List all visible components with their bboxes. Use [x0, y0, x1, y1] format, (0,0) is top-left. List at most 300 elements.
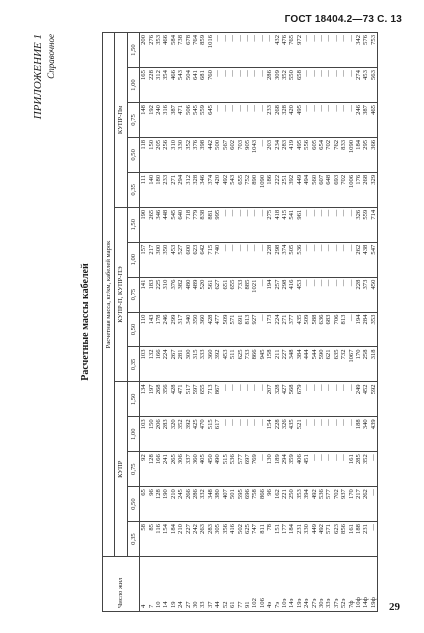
mass-cell: 281: [177, 347, 184, 382]
core-count-cell: 10э: [281, 557, 288, 612]
mass-cell: —: [259, 452, 266, 487]
brand-header: КУПР: [115, 382, 127, 557]
mass-cell: —: [229, 242, 236, 277]
mass-cell: 605: [311, 137, 318, 172]
mass-cell: —: [333, 33, 340, 68]
mass-cell: 258: [362, 347, 369, 382]
mass-cell: 262: [355, 242, 362, 277]
mass-cell: —: [251, 103, 258, 138]
mass-cell: 416: [288, 277, 295, 312]
mass-cell: 398: [199, 137, 206, 172]
mass-cell: 838: [199, 207, 206, 242]
core-count-cell: 91: [244, 557, 251, 612]
core-count-cell: 61: [229, 557, 236, 612]
mass-cell: —: [229, 382, 236, 417]
mass-cell: 189: [274, 452, 281, 487]
mass-cell: —: [222, 68, 229, 103]
mass-cell: 111: [140, 172, 148, 207]
mass-cell: 500: [214, 137, 221, 172]
core-count-cell: 19ф: [370, 557, 378, 612]
mass-cell: 890: [251, 172, 258, 207]
mass-cell: —: [311, 103, 318, 138]
mass-cell: 509: [303, 312, 310, 347]
table-row: [274, 33, 281, 612]
table-row: [207, 33, 214, 612]
mass-cell: 342: [355, 33, 362, 68]
mass-cell: 560: [311, 172, 318, 207]
mass-cell: —: [222, 103, 229, 138]
mass-cell: 623: [192, 242, 199, 277]
mass-cell: 961: [296, 207, 303, 242]
mass-cell: 141: [140, 277, 148, 312]
appendix-subtitle: Справочное: [46, 34, 56, 79]
mass-cell: —: [244, 382, 251, 417]
mass-cell: —: [333, 103, 340, 138]
mass-cell: 188: [355, 522, 362, 557]
mass-cell: 326: [281, 417, 288, 452]
size-header: 1,00: [127, 68, 139, 103]
mass-cell: 275: [266, 207, 273, 242]
mass-cell: 353: [296, 487, 303, 522]
core-count-cell: 19э: [296, 557, 303, 612]
mass-cell: 866: [251, 347, 258, 382]
mass-cell: 623: [333, 522, 340, 557]
table-row: [303, 33, 310, 612]
mass-cell: —: [348, 242, 355, 277]
mass-cell: 571: [229, 312, 236, 347]
mass-cell: 268: [155, 382, 162, 417]
mass-cell: 811: [259, 522, 266, 557]
mass-cell: 452: [362, 382, 369, 417]
size-header: 0,35: [127, 347, 139, 382]
mass-cell: —: [325, 33, 332, 68]
mass-cell: 428: [170, 382, 177, 417]
col-header-core-count: Число жил: [103, 557, 140, 612]
mass-cell: —: [259, 242, 266, 277]
mass-cell: 360: [199, 312, 206, 347]
mass-cell: 733: [244, 347, 251, 382]
mass-cell: —: [311, 417, 318, 452]
table-row: [281, 33, 288, 612]
mass-cell: 140: [148, 172, 155, 207]
size-header: 0,50: [127, 137, 139, 172]
mass-cell: 85: [148, 522, 155, 557]
size-header: 0,75: [127, 452, 139, 487]
mass-cell: 509: [222, 312, 229, 347]
mass-cell: 550: [288, 68, 295, 103]
mass-cell: 317: [177, 312, 184, 347]
mass-cell: —: [325, 68, 332, 103]
mass-cell: —: [303, 417, 310, 452]
table-row: [229, 33, 236, 612]
mass-cell: 635: [333, 347, 340, 382]
mass-cell: —: [318, 382, 325, 417]
mass-cell: 466: [162, 33, 169, 68]
core-count-cell: 4э: [266, 557, 273, 612]
core-count-cell: 106: [259, 557, 266, 612]
mass-cell: 224: [162, 347, 169, 382]
mass-cell: 256: [162, 137, 169, 172]
mass-cell: 905: [244, 137, 251, 172]
mass-cell: 285: [355, 452, 362, 487]
mass-cell: —: [348, 382, 355, 417]
mass-cell: 190: [140, 207, 148, 242]
mass-cell: 268: [274, 103, 281, 138]
mass-cell: 170: [355, 347, 362, 382]
mass-cell: 190: [162, 487, 169, 522]
mass-cell: 217: [355, 487, 362, 522]
mass-cell: —: [214, 33, 221, 68]
mass-cell: —: [237, 417, 244, 452]
mass-cell: 702: [340, 172, 347, 207]
mass-cell: —: [340, 417, 347, 452]
mass-cell: 116: [155, 522, 162, 557]
mass-cell: 448: [162, 207, 169, 242]
table-row: [170, 33, 177, 612]
core-count-cell: 14: [162, 557, 169, 612]
appendix-label: [32, 32, 58, 612]
mass-cell: 428: [207, 312, 214, 347]
mass-cell: —: [222, 33, 229, 68]
size-header: 0,35: [127, 522, 139, 557]
mass-cell: 442: [207, 137, 214, 172]
mass-cell: —: [333, 68, 340, 103]
table-row: [148, 33, 155, 612]
mass-cell: —: [229, 417, 236, 452]
mass-cell: —: [318, 452, 325, 487]
mass-cell: 527: [177, 242, 184, 277]
mass-cell: —: [333, 382, 340, 417]
mass-cell: —: [303, 277, 310, 312]
mass-cell: 453: [222, 347, 229, 382]
mass-cell: —: [348, 33, 355, 68]
mass-cell: —: [222, 382, 229, 417]
core-count-cell: 27э: [311, 557, 318, 612]
mass-cell: 283: [162, 417, 169, 452]
mass-cell: 480: [185, 277, 192, 312]
mass-cell: 300: [155, 242, 162, 277]
mass-cell: 495: [296, 103, 303, 138]
mass-cell: 1067: [348, 347, 355, 382]
mass-cell: 590: [318, 347, 325, 382]
mass-cell: 170: [348, 487, 355, 522]
mass-cell: —: [229, 68, 236, 103]
size-header: 1,50: [127, 207, 139, 242]
mass-cell: 813: [340, 312, 347, 347]
mass-cell: 380: [214, 487, 221, 522]
mass-cell: 602: [229, 137, 236, 172]
mass-cell: 206: [155, 417, 162, 452]
mass-cell: 211: [274, 347, 281, 382]
mass-cell: —: [333, 207, 340, 242]
mass-cell: 387: [170, 103, 177, 138]
mass-cell: —: [244, 207, 251, 242]
core-count-cell: 77: [237, 557, 244, 612]
mass-cell: 326: [355, 207, 362, 242]
size-header: 1,50: [127, 33, 139, 68]
mass-cell: —: [340, 33, 347, 68]
mass-cell: —: [237, 382, 244, 417]
mass-cell: 348: [207, 487, 214, 522]
mass-cell: 356: [222, 522, 229, 557]
mass-cell: —: [259, 207, 266, 242]
mass-cell: —: [259, 312, 266, 347]
table-row: [348, 33, 355, 612]
mass-cell: 283: [281, 137, 288, 172]
mass-cell: 158: [266, 347, 273, 382]
mass-cell: 541: [288, 207, 295, 242]
mass-cell: 621: [325, 347, 332, 382]
mass-cell: 65: [140, 487, 148, 522]
mass-cell: 150: [148, 417, 155, 452]
mass-cell: 760: [207, 68, 214, 103]
mass-cell: —: [229, 33, 236, 68]
mass-cell: 418: [274, 207, 281, 242]
core-count-cell: 24: [177, 557, 184, 612]
mass-cell: 151: [274, 522, 281, 557]
mass-cell: —: [348, 277, 355, 312]
table-row: [140, 33, 148, 612]
mass-cell: 678: [185, 33, 192, 68]
mass-cell: 713: [207, 382, 214, 417]
mass-cell: 813: [244, 312, 251, 347]
mass-cell: 178: [155, 312, 162, 347]
mass-cell: 444: [303, 347, 310, 382]
mass-cell: 162: [274, 487, 281, 522]
core-count-cell: 24э: [303, 557, 310, 612]
mass-cell: 360: [207, 347, 214, 382]
mass-cell: 504: [185, 68, 192, 103]
mass-cell: 1016: [207, 33, 214, 68]
mass-cell: 128: [148, 452, 155, 487]
mass-cell: 376: [170, 277, 177, 312]
core-count-cell: 30: [192, 557, 199, 612]
mass-cell: 758: [251, 487, 258, 522]
mass-cell: —: [237, 103, 244, 138]
mass-cell: 132: [148, 347, 155, 382]
table-row: [192, 33, 199, 612]
mass-cell: —: [318, 68, 325, 103]
mass-cell: —: [311, 33, 318, 68]
mass-cell: 1021: [251, 277, 258, 312]
mass-cell: 360: [192, 452, 199, 487]
mass-cell: 427: [281, 382, 288, 417]
table-title: Расчетные массы кабелей: [80, 263, 91, 381]
mass-cell: —: [251, 33, 258, 68]
mass-cell: 161: [348, 452, 355, 487]
mass-cell: 263: [199, 522, 206, 557]
mass-cell: 449: [311, 522, 318, 557]
mass-cell: 221: [281, 487, 288, 522]
mass-cell: —: [348, 207, 355, 242]
mass-cell: 148: [140, 103, 148, 138]
mass-cell: 286: [192, 487, 199, 522]
mass-cell: 453: [296, 277, 303, 312]
mass-cell: 732: [340, 347, 347, 382]
mass-cell: 374: [207, 172, 214, 207]
mass-cell: 352: [281, 68, 288, 103]
mass-cell: 654: [318, 137, 325, 172]
page-number: 29: [389, 601, 400, 613]
mass-cell: —: [333, 277, 340, 312]
mass-cell: 330: [177, 137, 184, 172]
mass-cell: 449: [296, 172, 303, 207]
mass-cell: 640: [177, 207, 184, 242]
mass-cell: 489: [192, 277, 199, 312]
core-count-cell: 27: [185, 557, 192, 612]
core-count-cell: 37э: [333, 557, 340, 612]
mass-cell: —: [244, 68, 251, 103]
mass-cell: 118: [140, 137, 148, 172]
mass-cell: 387: [362, 103, 369, 138]
mass-cell: —: [318, 207, 325, 242]
mass-cell: —: [340, 68, 347, 103]
mass-cell: —: [251, 242, 258, 277]
mass-cell: —: [303, 68, 310, 103]
brand-header: КУПР-Пм: [115, 33, 127, 208]
mass-cell: 299: [170, 312, 177, 347]
appendix-title: ПРИЛОЖЕНИЕ 1: [32, 34, 44, 120]
mass-cell: 453: [170, 242, 177, 277]
mass-cell: 350: [192, 312, 199, 347]
mass-cell: 927: [251, 312, 258, 347]
mass-cell: 600: [185, 242, 192, 277]
mass-cell: 217: [148, 242, 155, 277]
mass-cell: 584: [170, 33, 177, 68]
mass-cell: 972: [296, 33, 303, 68]
mass-cell: 465: [370, 103, 378, 138]
mass-cell: 592: [370, 382, 378, 417]
mass-cell: 762: [333, 137, 340, 172]
core-count-cell: 14э: [288, 557, 295, 612]
core-count-cell: 7ф: [348, 557, 355, 612]
mass-cell: 305: [214, 522, 221, 557]
mass-cell: 165: [140, 68, 148, 103]
table-row: [355, 33, 362, 612]
mass-cell: 521: [296, 417, 303, 452]
mass-cell: 348: [288, 347, 295, 382]
mass-cell: 833: [340, 137, 347, 172]
mass-cell: 438: [362, 242, 369, 277]
mass-cell: 354: [162, 68, 169, 103]
mass-cell: 648: [325, 172, 332, 207]
mass-cell: —: [214, 68, 221, 103]
mass-cell: 545: [192, 103, 199, 138]
mass-cell: —: [259, 277, 266, 312]
mass-cell: 494: [303, 172, 310, 207]
mass-cell: 392: [214, 347, 221, 382]
size-header: 0,75: [127, 277, 139, 312]
mass-cell: 210: [177, 522, 184, 557]
mass-cell: 492: [311, 487, 318, 522]
mass-cell: —: [311, 242, 318, 277]
table-row: [222, 33, 229, 612]
brand-header: КУПР-П, КУПР-ПЭ: [115, 207, 127, 382]
mass-cell: 251: [281, 172, 288, 207]
mass-cell: —: [325, 417, 332, 452]
mass-cell: 298: [281, 277, 288, 312]
mass-cell: —: [348, 417, 355, 452]
core-count-cell: 30э: [318, 557, 325, 612]
mass-cell: 681: [199, 68, 206, 103]
mass-cell: 450: [207, 452, 214, 487]
mass-cell: 627: [214, 277, 221, 312]
mass-cell: 78: [266, 522, 273, 557]
table-row: [340, 33, 347, 612]
mass-cell: 477: [214, 312, 221, 347]
mass-cell: —: [259, 68, 266, 103]
mass-cell: 641: [192, 68, 199, 103]
mass-cell: 658: [296, 68, 303, 103]
mass-cell: 866: [259, 487, 266, 522]
mass-cell: 286: [266, 68, 273, 103]
mass-cell: 655: [229, 277, 236, 312]
mass-cell: 184: [170, 522, 177, 557]
mass-cell: 233: [162, 172, 169, 207]
core-count-cell: 33э: [325, 557, 332, 612]
mass-cell: 154: [162, 522, 169, 557]
mass-cell: 715: [207, 242, 214, 277]
mass-cell: —: [311, 207, 318, 242]
mass-cell: 103: [140, 417, 148, 452]
mass-cell: 359: [288, 452, 295, 487]
mass-cell: 231: [362, 522, 369, 557]
mass-cell: —: [222, 417, 229, 452]
mass-cell: 312: [155, 68, 162, 103]
mass-cell: 466: [170, 68, 177, 103]
mass-cell: 177: [281, 522, 288, 557]
mass-cell: —: [244, 242, 251, 277]
mass-cell: 340: [185, 312, 192, 347]
mass-cell: 543: [177, 68, 184, 103]
group-header: Расчетная масса, кг/км, кабелей марок: [103, 33, 115, 557]
size-header: 1,00: [127, 417, 139, 452]
core-count-cell: 10ф: [355, 557, 362, 612]
mass-cell: 110: [140, 312, 148, 347]
mass-cell: 536: [296, 242, 303, 277]
mass-cell: 188: [355, 417, 362, 452]
mass-cell: 377: [288, 312, 295, 347]
mass-cell: 180: [155, 172, 162, 207]
size-header: 0,35: [127, 172, 139, 207]
mass-cell: 271: [281, 312, 288, 347]
mass-cell: 161: [348, 522, 355, 557]
mass-cell: 234: [274, 137, 281, 172]
mass-cell: —: [244, 103, 251, 138]
table-row: [237, 33, 244, 612]
mass-cell: 1090: [348, 137, 355, 172]
core-count-cell: 19: [170, 557, 177, 612]
mass-cell: 315: [192, 347, 199, 382]
mass-cell: 492: [222, 172, 229, 207]
mass-cell: 392: [185, 417, 192, 452]
mass-cell: 134: [140, 382, 148, 417]
mass-cell: —: [222, 242, 229, 277]
mass-cell: —: [311, 277, 318, 312]
core-count-cell: 7: [148, 557, 155, 612]
mass-cell: 284: [362, 312, 369, 347]
mass-cell: 881: [207, 207, 214, 242]
page-header: ГОСТ 18404.2—73 С. 13: [284, 14, 402, 25]
mass-cell: —: [259, 137, 266, 172]
cable-mass-table: [102, 32, 378, 612]
mass-cell: —: [325, 277, 332, 312]
mass-cell: —: [325, 242, 332, 277]
mass-cell: 506: [185, 103, 192, 138]
mass-cell: —: [303, 242, 310, 277]
size-header: 0,75: [127, 103, 139, 138]
mass-cell: 577: [325, 487, 332, 522]
